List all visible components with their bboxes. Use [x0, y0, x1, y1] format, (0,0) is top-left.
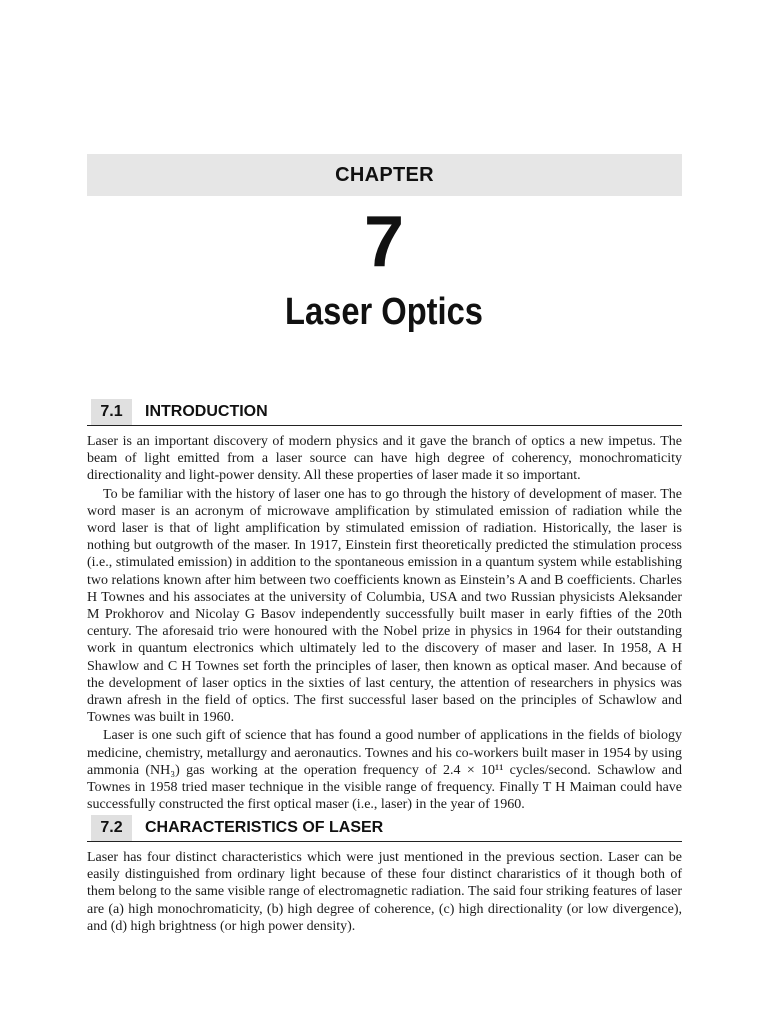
section-number: 7.1 — [91, 399, 132, 425]
section-title: INTRODUCTION — [145, 403, 268, 420]
section-heading-introduction — [87, 399, 682, 426]
section-body-characteristics — [87, 849, 682, 935]
paragraph: To be familiar with the history of laser one has to go through the history of development of maser. The word maser is an acronym of microwave amplification by stimulated emission of radiation while the word laser is that of light amplification by stimulated emission of radiation. Historically, the laser is nothing but outgrowth of the maser. In 1917, Einstein first theoretically predicted the stimulation process (i.e., stimulated emission) in addition to the spontaneous emission in a quantum system while establishing two relations known after him between two coefficients known as Einstein’s A and B coefficients. Charles H Townes and his associates at the university of Columbia, USA and two Russian physicists Aleksander M Prokhorov and Nicolay G Basov independently successfully built maser in early fifties of the 20th century. The aforesaid trio were honoured with the Nobel prize in physics in 1964 for their outstanding work in quantum electronics which ultimately led to the discovery of maser and laser. In 1958, A H Shawlow and C H Townes set forth the principles of laser, then known as optical maser. And because of the development of laser optics in the sixties of last century, the attention of researchers in physics was drawn afresh in the field of optics. The first successful laser based on the principles of Schawlow and Townes was built in 1960. — [87, 486, 682, 726]
paragraph: Laser has four distinct characteristics which were just mentioned in the previous section. Laser can be easily distinguished from ordinary light because of these four distinct chararistics of it though both of them belong to the same visible range of electromagnetic radiation. The said four striking features of laser are (a) high monochromaticity, (b) high degree of coherence, (c) high directionality (or low divergence), and (d) high brightness (or high power density). — [87, 850, 682, 934]
section-number: 7.2 — [91, 815, 132, 841]
chapter-label-band — [87, 154, 682, 196]
paragraph: Laser is one such gift of science that has found a good number of applications in the fields of biology medicine, chemistry, metallurgy and aeronautics. Townes and his co-workers built maser in 1954 by using ammonia (NH₃) gas working at the operation frequency of 2.4 × 10¹¹ cycles/second. Schawlow and Townes in 1958 tried maser technique in the visible range of frequency. Finally T H Maiman could have successfully constructed the first optical maser (i.e., laser) in the year of 1960. — [87, 728, 682, 813]
chapter-title: Laser Optics — [285, 291, 483, 333]
chapter-number: 7 — [363, 202, 405, 282]
section-body-introduction — [87, 433, 682, 813]
section-heading-characteristics — [87, 815, 682, 842]
section-title: CHARACTERISTICS OF LASER — [145, 819, 384, 836]
paragraph: Laser is an important discovery of modern physics and it gave the branch of optics a new impetus. The beam of light emitted from a laser source can have high degree of coherency, monochromaticity directionality and light-power density. All these properties of laser made it so important. — [87, 434, 682, 484]
chapter-label: CHAPTER — [335, 163, 434, 186]
